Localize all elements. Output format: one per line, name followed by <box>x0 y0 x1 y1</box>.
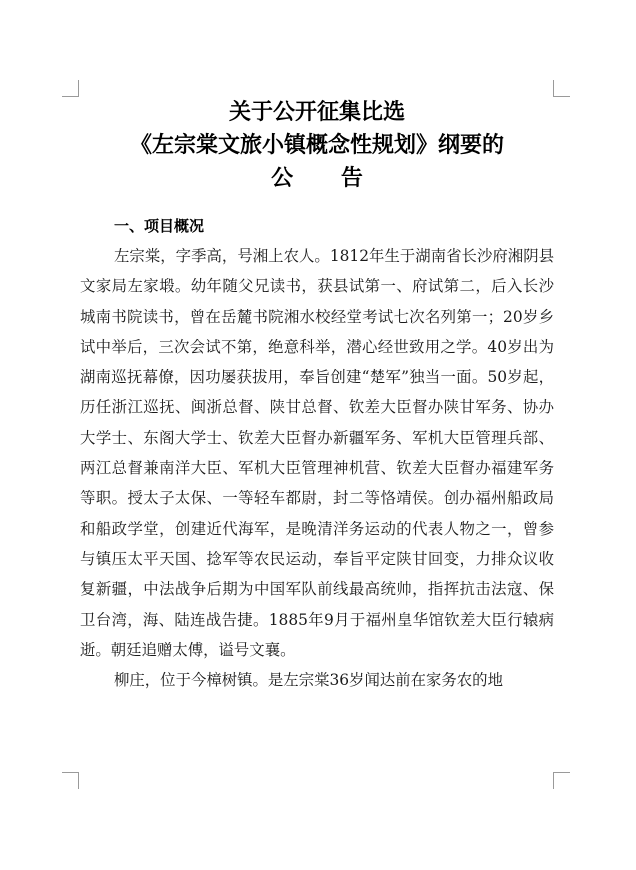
title-line-3: 公 告 <box>271 166 383 191</box>
body-paragraph-1: 左宗棠，字季高，号湘上农人。1812年生于湖南省长沙府湘阴县文家局左家塅。幼年随父兄读书，获县试第一、府试第二，后入长沙城南书院读书，曾在岳麓书院湘水校经堂考试七次名列第一；20岁乡试中举后，三次会试不第，绝意科举，潜心经世致用之学。40岁出为湖南巡抚幕僚，因功屡获拔用，奉旨创建“楚军”独当一面。50岁起，历任浙江巡抚、闽浙总督、陕甘总督、钦差大臣督办陕甘军务、协办大学士、东阁大学士、钦差大臣督办新疆军务、军机大臣管理兵部、两江总督兼南洋大臣、军机大臣管理神机营、钦差大臣督办福建军务等职。授太子太保、一等轻车都尉，封二等恪靖侯。创办福州船政局和船政学堂，创建近代海军，是晚清洋务运动的代表人物之一，曾参与镇压太平天国、捻军等农民运动，奉旨平定陕甘回变，力排众议收复新疆，中法战争后期为中国军队前线最高统帅，指挥抗击法寇、保卫台湾，海、陆连战告捷。1885年9月于福州皇华馆钦差大臣行辕病逝。朝廷追赠太傅，谥号文襄。 <box>80 247 554 659</box>
corner-mark-bottom-left <box>62 772 79 789</box>
body-paragraph-2: 柳庄，位于今樟树镇。是左宗棠36岁闻达前在家务农的地 <box>114 671 503 690</box>
document-title <box>80 96 554 195</box>
corner-mark-bottom-right <box>553 772 570 789</box>
title-line-2: 《左宗棠文旅小镇概念性规划》纲要的 <box>129 133 504 158</box>
corner-mark-top-right <box>553 80 570 97</box>
document-body <box>80 211 554 695</box>
title-line-1: 关于公开征集比选 <box>228 100 405 125</box>
section-heading: 一、项目概况 <box>114 217 205 235</box>
corner-mark-top-left <box>62 80 79 97</box>
